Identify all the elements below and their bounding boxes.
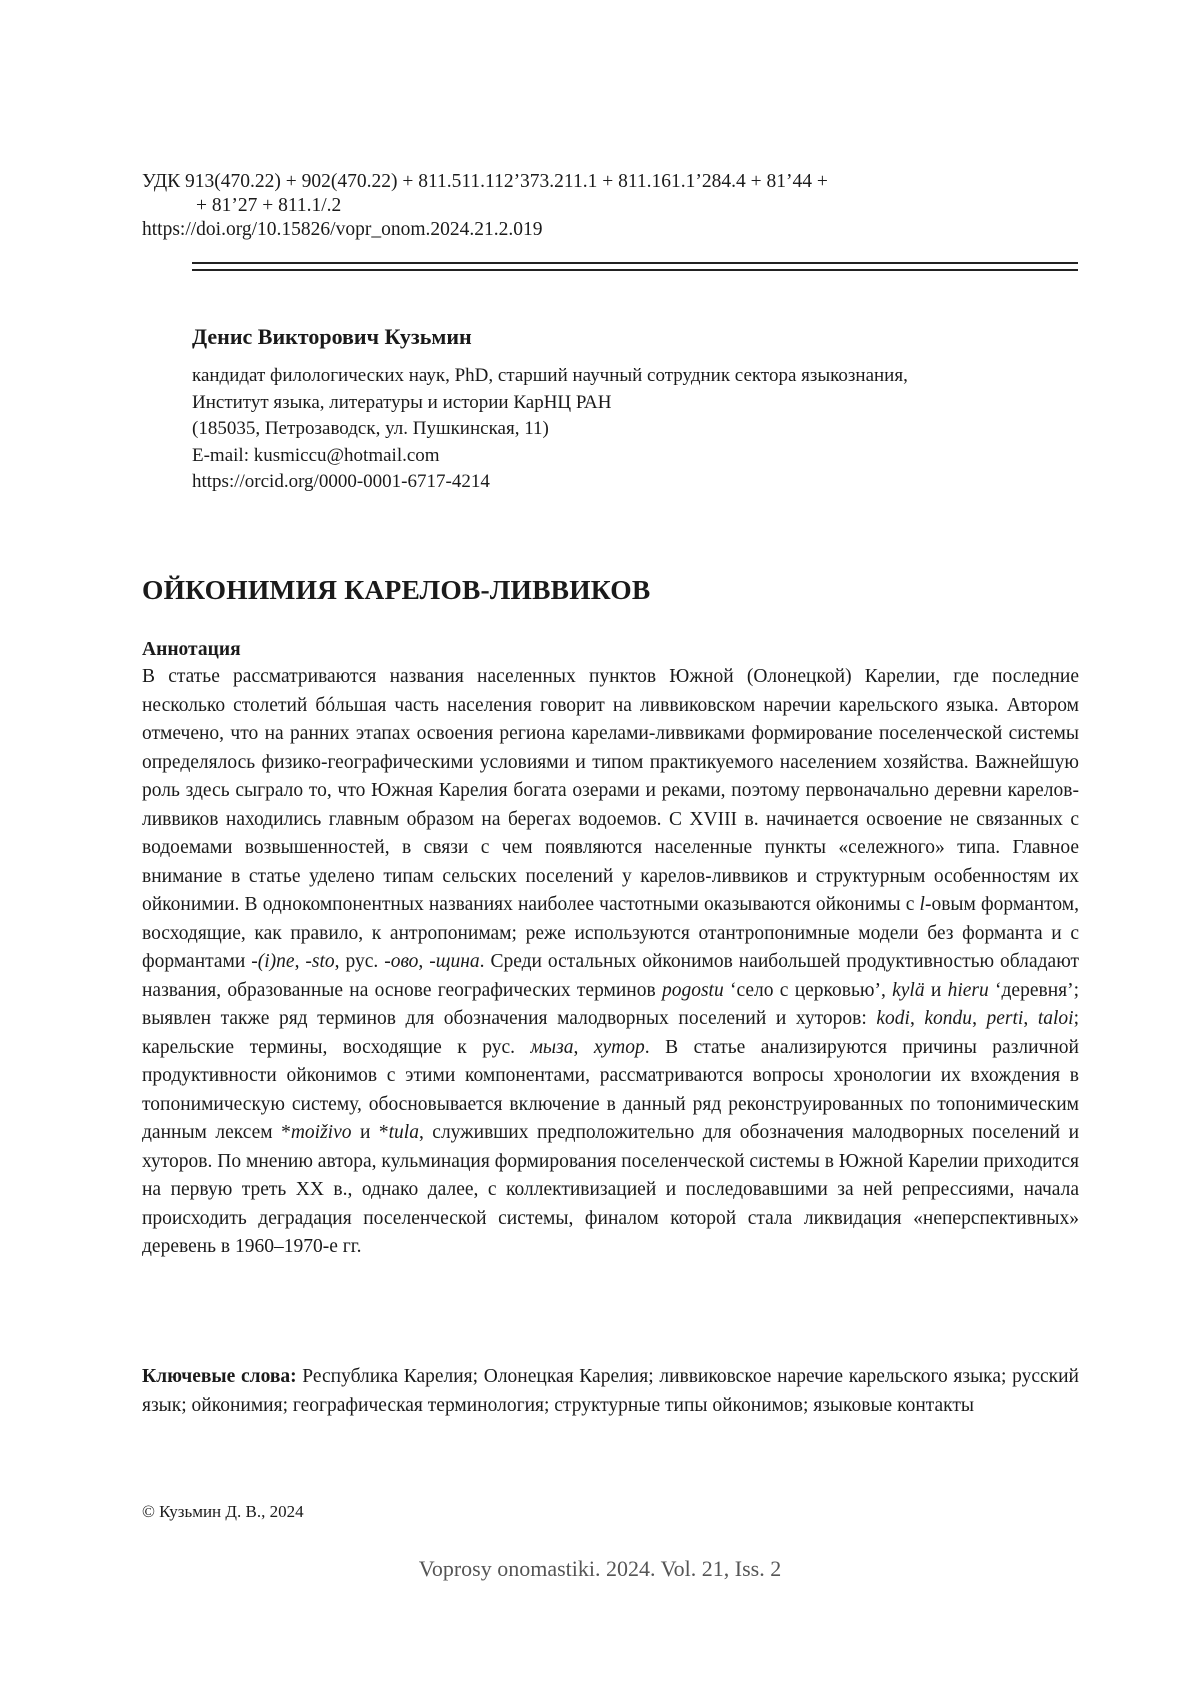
journal-footer: Voprosy onomastiki. 2024. Vol. 21, Iss. 2 (418, 1556, 782, 1581)
annotation-term-italic: taloi (1037, 1008, 1074, 1029)
annotation-term-italic: kylä (892, 979, 925, 1001)
article-title: ОЙКОНИМИЯ КАРЕЛОВ-ЛИВВИКОВ (142, 574, 651, 605)
annotation-term-italic: мыза (530, 1036, 574, 1058)
annotation-term-italic: хутор (593, 1036, 645, 1058)
annotation-segment: , (1023, 1008, 1038, 1029)
author-email[interactable]: E-mail: kusmiccu@hotmail.com (192, 444, 440, 466)
annotation-segment: -овым формантом, восходящие, как правило, к антропонимам; реже используются отантропонимные модели без форманта и с формантами (142, 894, 1080, 972)
annotation-term-italic: l (919, 894, 925, 915)
udk-line-2: + 81’27 + 811.1/.2 (196, 195, 342, 216)
author-degree-position: кандидат филологических наук, PhD, старший научный сотрудник сектора языкознания, (192, 365, 908, 386)
annotation-segment: и (924, 979, 948, 1001)
annotation-segment: ; карельские термины, восходящие к рус. (142, 1008, 1079, 1058)
author-address: (185035, Петрозаводск, ул. Пушкинская, 11) (192, 418, 549, 439)
annotation-segment: , служивших предположительно для обозначения малодворных поселений и хуторов. По мнению автора, кульминация формирования поселенческой системы в Южной Карелии приходится на первую треть XX в., однако далее, с коллективизацией и последовавшими за ней репрессиями, начала происходить деградация поселенческой системы, финалом которой стала ликвидация «неперспективных» деревень в 1960–1970-е гг. (142, 1122, 1079, 1257)
annotation-segment: , (909, 1008, 925, 1029)
annotation-term-italic: hieru (947, 979, 989, 1001)
header-rule-bottom (192, 269, 1078, 271)
doi-link[interactable]: https://doi.org/10.15826/vopr_onom.2024.21.2.019 (142, 219, 543, 240)
annotation-segment: и * (351, 1122, 389, 1143)
annotation-segment: ‘село с церковью’, (723, 979, 893, 1001)
annotation-term-italic: kodi (876, 1008, 910, 1029)
annotation-text (142, 663, 1079, 1262)
keywords-label: Ключевые слова: (142, 1366, 297, 1387)
annotation-term-italic: kondu (924, 1008, 973, 1029)
author-block (192, 323, 1072, 496)
annotation-segment: В статье рассматриваются названия населенных пунктов Южной (Олонецкой) Карелии, где последние несколько столетий бóльшая часть населения говорит на ливвиковском наречии карельского языка. Автором отмечено, что на ранних этапах освоения региона карелами-ливвиками формирование поселенческой системы определялось физико-географическими условиями и типом практикуемого населением хозяйства. Важнейшую роль здесь сыграло то, что Южная Карелия богата озерами и реками, поэтому первоначально деревни карелов-ливвиков находились главным образом на берегах водоемов. С XVIII в. начинается освоение не связанных с водоемами возвышенностей, в связи с чем появляются населенные пункты «сележного» типа. Главное внимание в статье уделено типам сельских поселений у карелов-ливвиков и структурным особенностям их ойконимии. В однокомпонентных названиях наиболее частотными оказываются ойконимы с (142, 666, 1079, 915)
annotation-term-italic: tula (388, 1122, 419, 1143)
udk-line-1: УДК 913(470.22) + 902(470.22) + 811.511.112’373.211.1 + 811.161.1’284.4 + 81’44 + (142, 171, 828, 192)
annotation-term-italic: -щина (429, 951, 480, 972)
author-name: Денис Викторович Кузьмин (192, 324, 472, 349)
annotation-label: Аннотация (142, 639, 241, 660)
udk-block (142, 170, 1082, 242)
keywords-text: Республика Карелия; Олонецкая Карелия; ливвиковское наречие карельского языка; русский язык; ойконимия; географическая терминология; структурные типы ойконимов; языковые контакты (142, 1366, 1079, 1416)
annotation-segment: , рус. (334, 951, 385, 972)
annotation-term-italic: -ово (384, 951, 419, 972)
annotation-term-italic: pogostu (661, 979, 724, 1001)
annotation-term-italic: -sto (305, 951, 335, 972)
keywords (142, 1363, 1079, 1420)
annotation-segment: . В статье анализируются причины различной продуктивности ойконимов с этими компонентами, рассматриваются вопросы хронологии их вхождения в топонимическую систему, обосновывается включение в данный ряд реконструированных по топонимическим данным лексем * (142, 1036, 1079, 1143)
annotation-segment: ‘деревня’; выявлен также ряд терминов для обозначения малодворных поселений и хуторов: (142, 979, 1080, 1029)
annotation-segment: . Среди остальных ойконимов наибольшей продуктивностью обладают названия, образованные на основе географических терминов (142, 951, 1080, 1001)
annotation-term-italic: moiživo (290, 1122, 352, 1143)
header-rule-top (192, 262, 1078, 264)
annotation-term-italic: -(i)ne (251, 951, 295, 972)
author-institution: Институт языка, литературы и истории КарНЦ РАН (192, 391, 612, 413)
annotation-segment: , (573, 1036, 594, 1058)
copyright-notice: © Кузьмин Д. В., 2024 (142, 1502, 304, 1521)
annotation-term-italic: perti (986, 1008, 1024, 1029)
annotation-section (142, 636, 1079, 1262)
annotation-segment: , (294, 951, 306, 972)
author-orcid[interactable]: https://orcid.org/0000-0001-6717-4214 (192, 471, 490, 492)
annotation-segment: , (418, 951, 430, 972)
annotation-segment: , (972, 1008, 987, 1029)
